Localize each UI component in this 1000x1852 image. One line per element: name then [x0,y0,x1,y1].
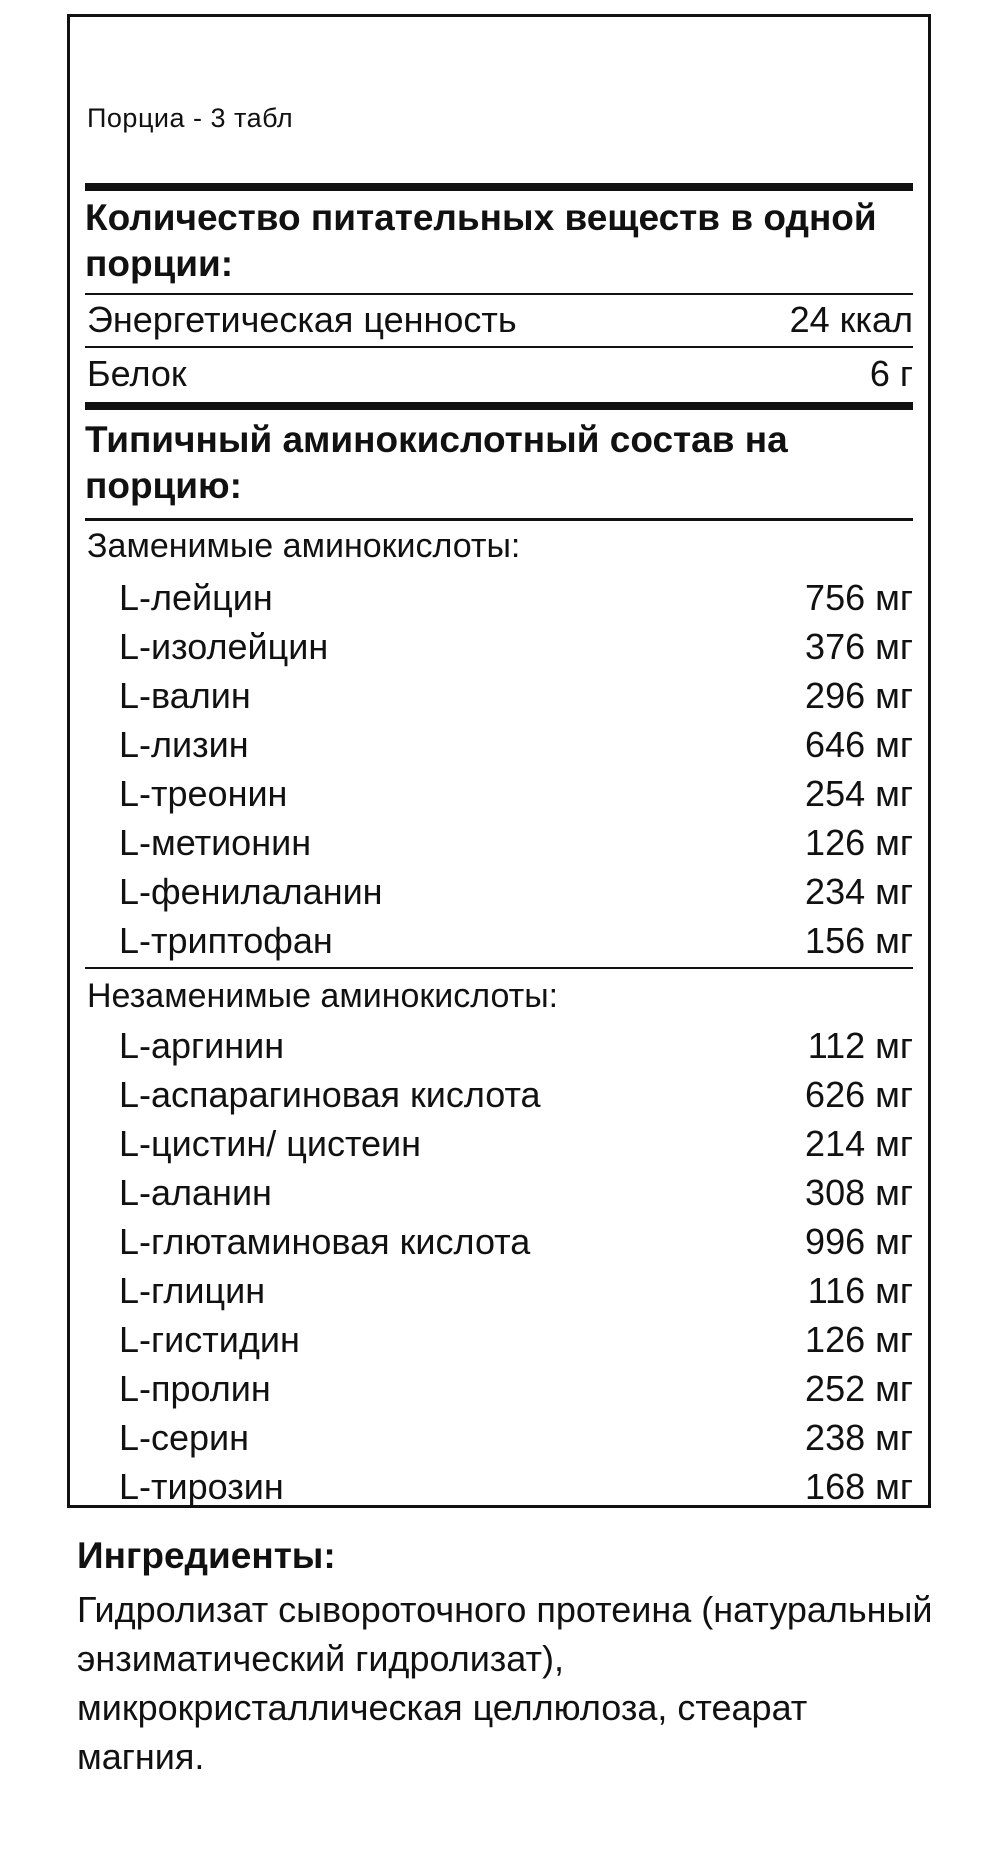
amino-label: L-аргинин [119,1025,285,1066]
amino-row [85,1315,913,1365]
nutrient-row-protein [85,349,913,399]
amino-row [85,1462,913,1512]
divider [85,967,913,969]
ingredients-text: Гидролизат сывороточного протеина (натуральный энзиматический гидролизат), микрокристаллическая целлюлоза, стеарат магния. [77,1589,933,1777]
ingredients-title: Ингредиенты: [77,1535,336,1576]
amino-value: 126 мг [805,1319,913,1360]
amino-row [85,573,913,623]
amino-value: 168 мг [805,1466,913,1507]
nutrient-value: 24 ккал [789,299,913,340]
amino-row [85,671,913,721]
amino-label: L-фенилаланин [119,871,383,912]
amino-label: L-цистин/ цистеин [119,1123,422,1164]
amino-label: L-серин [119,1417,250,1458]
amino-row [85,867,913,917]
amino-value: 996 мг [805,1221,913,1262]
amino-value: 308 мг [805,1172,913,1213]
nutrient-label: Белок [87,353,187,394]
nutrient-value: 6 г [869,353,913,394]
amino-value: 234 мг [805,871,913,912]
amino-label: L-треонин [119,773,288,814]
amino-row [85,1413,913,1463]
nutrient-row-energy [85,295,913,345]
amino-label: L-триптофан [119,920,333,961]
amino-value: 126 мг [805,822,913,863]
divider-thick [85,183,913,191]
amino-value: 646 мг [805,724,913,765]
amino-row [85,818,913,868]
amino-value: 116 мг [807,1270,913,1311]
amino-heading: Типичный аминокислотный состав на порцию: [85,419,788,506]
amino-value: 112 мг [807,1025,913,1066]
amino-value: 156 мг [805,920,913,961]
amino-label: L-метионин [119,822,312,863]
amino-row [85,1119,913,1169]
amino-row [85,1021,913,1071]
amino-row [85,769,913,819]
amino-label: L-изолейцин [119,626,329,667]
nutrients-heading: Количество питательных веществ в одной порции: [85,197,877,284]
amino-label: L-гистидин [119,1319,300,1360]
amino-value: 756 мг [805,577,913,618]
amino-value: 214 мг [805,1123,913,1164]
serving-size: Порциа - 3 табл [87,103,294,133]
amino-group-title-essential: Заменимые аминокислоты: [87,527,521,565]
amino-value: 252 мг [805,1368,913,1409]
amino-row [85,720,913,770]
amino-label: L-глицин [119,1270,266,1311]
amino-value: 376 мг [805,626,913,667]
amino-label: L-пролин [119,1368,271,1409]
amino-label: L-тирозин [119,1466,284,1507]
amino-row [85,916,913,966]
divider [85,518,913,521]
amino-label: L-лейцин [119,577,273,618]
amino-row [85,1217,913,1267]
nutrition-facts-inner [85,17,913,1505]
amino-row [85,1266,913,1316]
amino-label: L-аланин [119,1172,272,1213]
divider-thick [85,402,913,410]
amino-row [85,1168,913,1218]
amino-label: L-валин [119,675,251,716]
amino-value: 254 мг [805,773,913,814]
amino-value: 238 мг [805,1417,913,1458]
nutrient-label: Энергетическая ценность [87,299,517,340]
amino-value: 626 мг [805,1074,913,1115]
amino-group-title-nonessential: Незаменимые аминокислоты: [87,977,559,1015]
amino-label: L-аспарагиновая кислота [119,1074,541,1115]
amino-label: L-лизин [119,724,249,765]
amino-row [85,622,913,672]
amino-value: 296 мг [805,675,913,716]
divider [85,346,913,348]
amino-label: L-глютаминовая кислота [119,1221,531,1262]
nutrition-facts-panel [67,14,931,1508]
amino-row [85,1364,913,1414]
amino-row [85,1070,913,1120]
